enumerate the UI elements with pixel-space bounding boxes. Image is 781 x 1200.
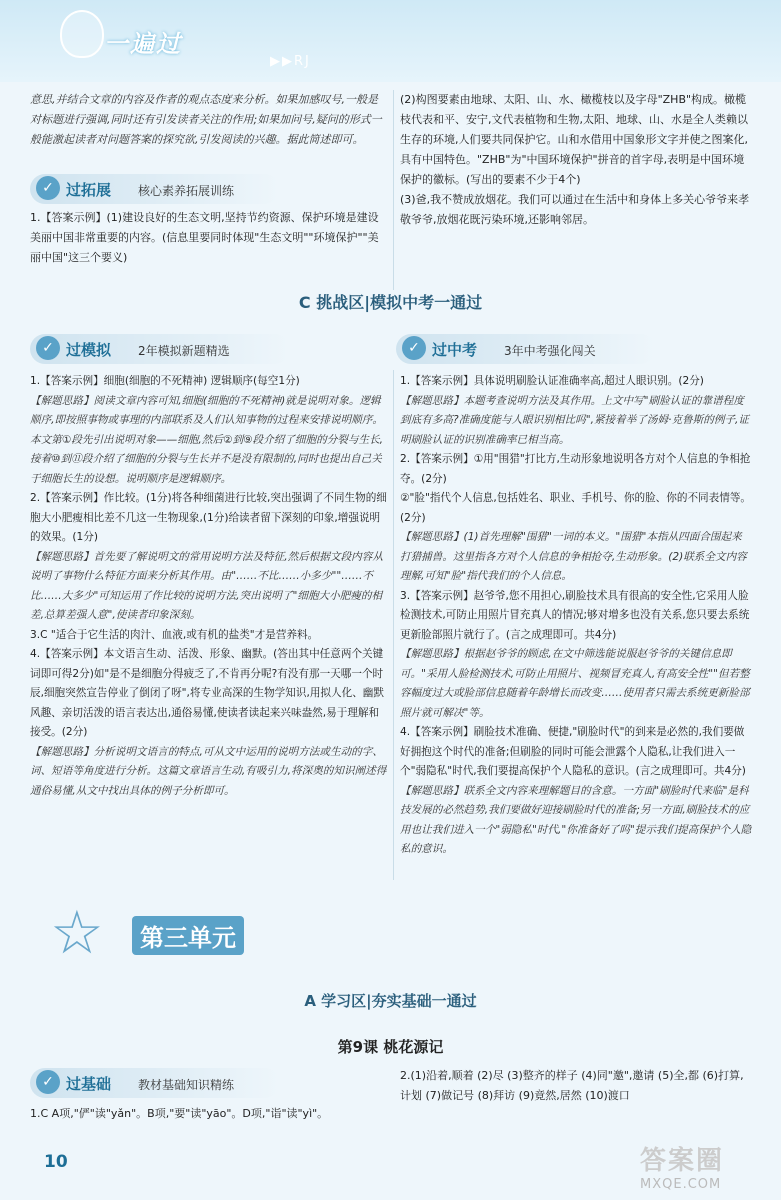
unit-banner <box>40 898 340 968</box>
answer-item: 1.C A项,"俨"读"yǎn"。B项,"要"读"yāo"。D项,"诣"读"yì"。 <box>30 1107 329 1120</box>
section-jichu <box>30 1068 280 1098</box>
answer-item: 1.【答案示例】(1)建设良好的生态文明,坚持节约资源、保护环境是建设美丽中国非常重要的内容。(信息里要同时体现"生态文明""环境保护""美丽中国"这三个要义) <box>30 211 379 264</box>
moni-answers <box>30 372 388 801</box>
header-band <box>0 0 781 82</box>
answer-item: 3.【答案示例】赵爷爷,您不用担心,刷脸技术具有很高的安全性,它采用人脸检测技术,可防止用照片冒充真人的情况;够对增多也没有关系,您只要去系统更新脸部照片就行了。(言之成理即可。共4分) <box>400 589 750 641</box>
section-subtitle: 核心素养拓展训练 <box>138 184 235 198</box>
column-divider-mid <box>393 370 394 880</box>
watermark <box>640 1140 770 1196</box>
tuozhan-answers <box>30 208 388 268</box>
watermark-url: MXQE.COM <box>640 1177 722 1192</box>
check-icon: ✓ <box>36 336 60 360</box>
right-top-text <box>400 90 752 230</box>
answer-analysis: 【解题思路】本题考查说明方法及其作用。上文中写"刷脸认证的靠谱程度到底有多高?准确度能与人眼识别相比吗",紧接着举了汤姆·克鲁斯的例子,证明刷脸认证的识别准确率已相当高。 <box>400 394 750 446</box>
section-tuozhan <box>30 174 280 204</box>
answer-item: 4.【答案示例】刷脸技术准确、便捷,"刷脸时代"的到来是必然的,我们要做好拥抱这个时代的准备;但刷脸的同时可能会泄露个人隐私,让我们进入一个"弱隐私"时代,我们要提高保护个人隐私的意识。(言之成理即可。共4分) <box>400 726 746 777</box>
lesson-title: 第9课 桃花源记 <box>337 1038 444 1056</box>
page-number: 10 <box>44 1152 68 1172</box>
star-icon: ☆ <box>50 898 104 968</box>
check-icon: ✓ <box>36 1070 60 1094</box>
answer-item: 1.【答案示例】具体说明刷脸认证准确率高,超过人眼识别。(2分) <box>400 375 704 387</box>
answer-item: 2.【答案示例】①用"围猎"打比方,生动形象地说明各方对个人信息的争相抢夺。(2分) <box>400 453 751 485</box>
section-title: 过基础 <box>66 1075 112 1093</box>
section-title: 过拓展 <box>66 181 112 199</box>
answer-item: 3.C "适合于它生活的肉汁、血液,或有机的盐类"才是营养料。 <box>30 628 319 641</box>
section-zhongkao <box>396 334 656 364</box>
watermark-main: 答案圈 <box>640 1146 725 1176</box>
answer-item: (3)爸,我不赞成放烟花。我们可以通过在生活中和身体上多关心爷爷来孝敬爷爷,放烟花既污染环境,还影响邻居。 <box>400 193 750 226</box>
section-subtitle: 3年中考强化闯关 <box>504 344 596 358</box>
unit-title: 第三单元 <box>132 916 244 955</box>
section-subtitle: 教材基础知识精练 <box>138 1078 235 1092</box>
answer-item: ②"脸"指代个人信息,包括姓名、职业、手机号、你的脸、你的不同表情等。(2分) <box>400 492 752 524</box>
section-title: 过模拟 <box>66 341 112 359</box>
answer-item: 2.【答案示例】作比较。(1分)将各种细菌进行比较,突出强调了不同生物的细胞大小肥瘦相比差不几这一生物现象,(1分)给读者留下深刻的印象,增强说明的效果。(1分) <box>30 492 387 543</box>
left-top-text <box>30 90 388 150</box>
answer-item: 2.(1)沿着,顺着 (2)尽 (3)整齐的样子 (4)同"邀",邀请 (5)全,都 (6)打算,计划 (7)做记号 (8)拜访 (9)竟然,居然 (10)渡口 <box>400 1069 744 1102</box>
paragraph: 意思,并结合文章的内容及作者的观点态度来分析。如果加感叹号,一般是对标题进行强调,同时还有引发读者关注的作用;如果加问号,疑问的形式一般能激起读者对问题答案的探究欲,引发阅读的兴趣。据此简述即可。 <box>30 93 382 146</box>
section-subtitle: 2年模拟新题精选 <box>138 344 230 358</box>
section-moni <box>30 334 290 364</box>
section-title: 过中考 <box>432 341 478 359</box>
column-divider-top <box>393 90 394 290</box>
answer-item: (2)构图要素由地球、太阳、山、水、橄榄枝以及字母"ZHB"构成。橄榄枝代表和平、安宁,文代表植物和生物,太阳、地球、山、水是全人类赖以生存的环境,人们要共同保护它。山和水借用中国象形文字并使之图案化,具有中国特色。"ZHB"为"中国环境保护"拼音的首字母,表明是中国环境保护的徽标。(写出的要素不少于4个) <box>400 93 748 186</box>
jichu-left <box>30 1104 388 1124</box>
study-heading: A 学习区|夯实基础一通过 <box>304 992 477 1010</box>
balloon-icon <box>60 10 104 58</box>
answer-analysis: 【解题思路】(1)首先理解"围猎"一词的本义。"围猎"本指从四面合围起来打猎捕兽。这里指各方对个人信息的争相抢夺,生动形象。(2)联系全文内容理解,可知"脸"指代我们的个人信息。 <box>400 531 747 582</box>
check-icon: ✓ <box>402 336 426 360</box>
brand-title: 一遍过 <box>104 30 182 58</box>
answer-analysis: 【解题思路】首先要了解说明文的常用说明方法及特征,然后根据文段内容从说明了事物什么特征方面来分析其作用。由"……不比……小多少""……不比……大多少"可知运用了作比较的说明方法,突出说明了"细胞大小肥瘦的相差,总算差强人意",使读者印象深刻。 <box>30 550 383 621</box>
answer-item: 4.【答案示例】本文语言生动、活泼、形象、幽默。(答出其中任意两个关键词即可得2分)如"是不是细胞分得疲乏了,不肯再分呢?有没有那一天哪一个时辰,细胞突然宣告停业了倒闭了呀",将专业高深的生物学知识,用拟人化、幽默风趣、亲切活泼的语言表达出,通俗易懂,使读者读起来兴味盎然,易于理解和接受。(2分) <box>30 648 384 738</box>
answer-analysis: 【解题思路】阅读文章内容可知,细胞(细胞的不死精神)就是说明对象。逻辑顺序,即按照事物或事理的内部联系及人们认知事物的过程来安排说明顺序。本文第①段先引出说明对象——细胞,然后②到⑨段介绍了细胞的分裂与生长,接着⑩到⑪段介绍了细胞的分裂与生长并不是没有限制的,同时也提出自己关于细胞长生的设想。说明顺序是逻辑顺序。 <box>30 394 384 485</box>
jichu-right <box>400 1066 752 1106</box>
zhongkao-answers <box>400 372 752 860</box>
check-icon: ✓ <box>36 176 60 200</box>
answer-item: 1.【答案示例】细胞(细胞的不死精神) 逻辑顺序(每空1分) <box>30 375 300 387</box>
grade-tag: ▶▶RJ <box>270 54 311 69</box>
answer-analysis: 【解题思路】分析说明文语言的特点,可从文中运用的说明方法或生动的字、词、短语等角度进行分析。这篇文章语言生动,有吸引力,将深奥的知识阐述得通俗易懂,从文中找出具体的例子分析即可。 <box>30 745 387 797</box>
answer-analysis: 【解题思路】联系全文内容来理解题目的含意。一方面"刷脸时代来临"是科技发展的必然趋势,我们要做好迎接刷脸时代的准备;另一方面,刷脸技术的应用也让我们进入一个"弱隐私"时代,"你准备好了吗"提示我们提高保护个人隐私的意识。 <box>400 784 752 855</box>
challenge-heading: C 挑战区|模拟中考一通过 <box>298 293 483 312</box>
answer-analysis: 【解题思路】根据赵爷爷的顾虑,在文中筛选能说服赵爷爷的关键信息即可。"采用人脸检测技术,可防止用照片、视频冒充真人,有高安全性""但若整容幅度过大或脸部信息随着年龄增长而改变……使用者只需去系统更新脸部照片就可解决"等。 <box>400 648 750 719</box>
